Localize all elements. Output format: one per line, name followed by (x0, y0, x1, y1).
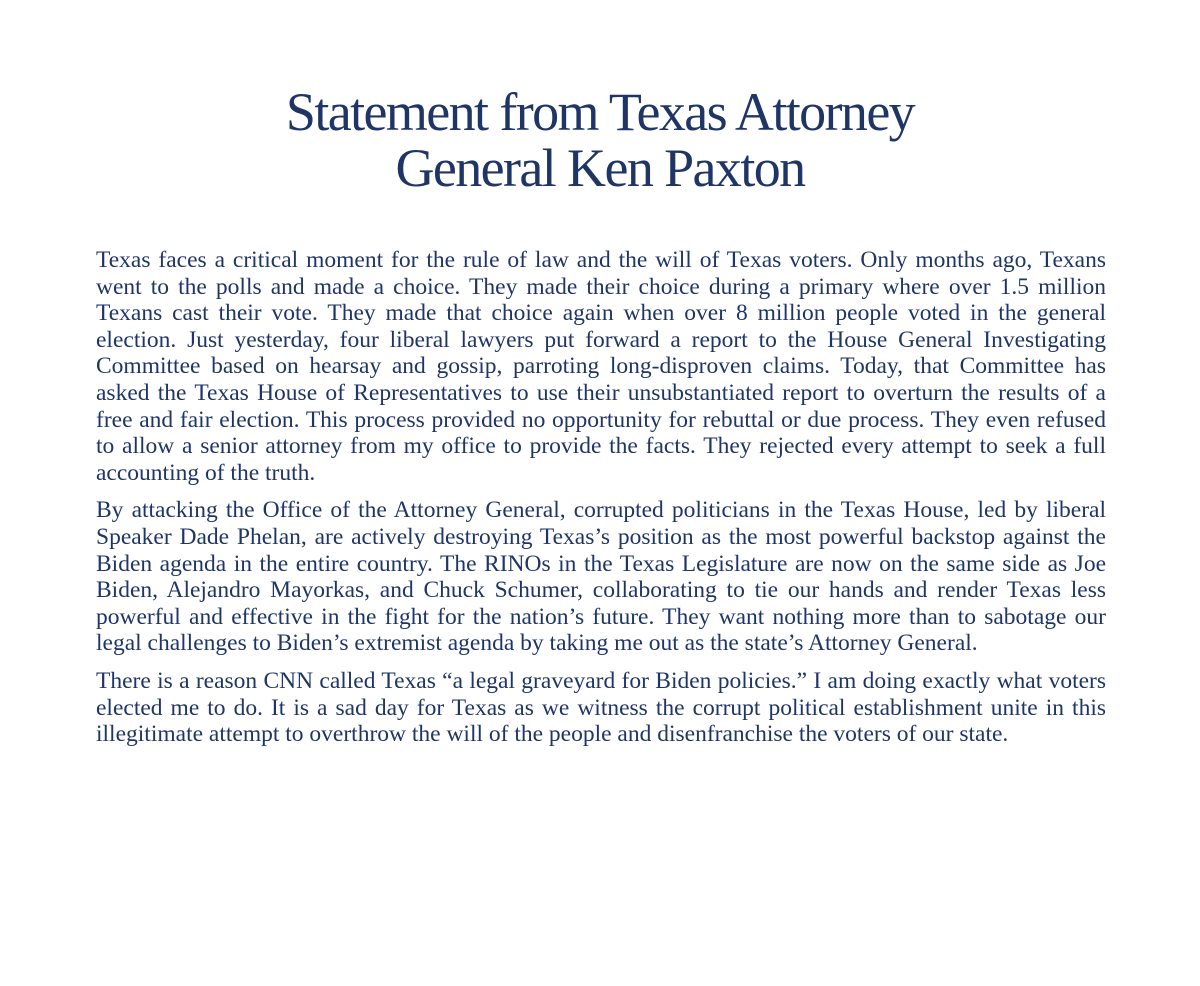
paragraph-3: There is a reason CNN called Texas “a legal graveyard for Biden policies.” I am doing exactly what voters elected me to do. It is a sad day for Texas as we witness the corrupt political establishment unite in this illegitimate attempt to overthrow the will of the people and disenfranchise the voters of our state. (96, 667, 1106, 748)
title-line-1: Statement from Texas Attorney (285, 82, 915, 142)
paragraph-1: Texas faces a critical moment for the rule of law and the will of Texas voters. Only months ago, Texans went to the polls and made a choice. They made their choice during a primary where over 1.5 million Texans cast their vote. They made that choice again when over 8 million people voted in the general election. Just yesterday, four liberal lawyers put forward a report to the House General Investigating Committee based on hearsay and gossip, parroting long-disproven claims. Today, that Committee has asked the Texas House of Representatives to use their unsubstantiated report to overturn the results of a free and fair election. This process provided no opportunity for rebuttal or due process. They even refused to allow a senior attorney from my office to provide the facts. They rejected every attempt to seek a full accounting of the truth. (96, 247, 1106, 486)
statement-title (0, 84, 1200, 196)
statement-body (96, 247, 1106, 759)
title-line-2: General Ken Paxton (395, 138, 805, 198)
paragraph-2: By attacking the Office of the Attorney General, corrupted politicians in the Texas House, led by liberal Speaker Dade Phelan, are actively destroying Texas’s position as the most powerful backstop against the Biden agenda in the entire country. The RINOs in the Texas Legislature are now on the same side as Joe Biden, Alejandro Mayorkas, and Chuck Schumer, collaborating to tie our hands and render Texas less powerful and effective in the fight for the nation’s future. They want nothing more than to sabotage our legal challenges to Biden’s extremist agenda by taking me out as the state’s Attorney General. (96, 497, 1106, 657)
